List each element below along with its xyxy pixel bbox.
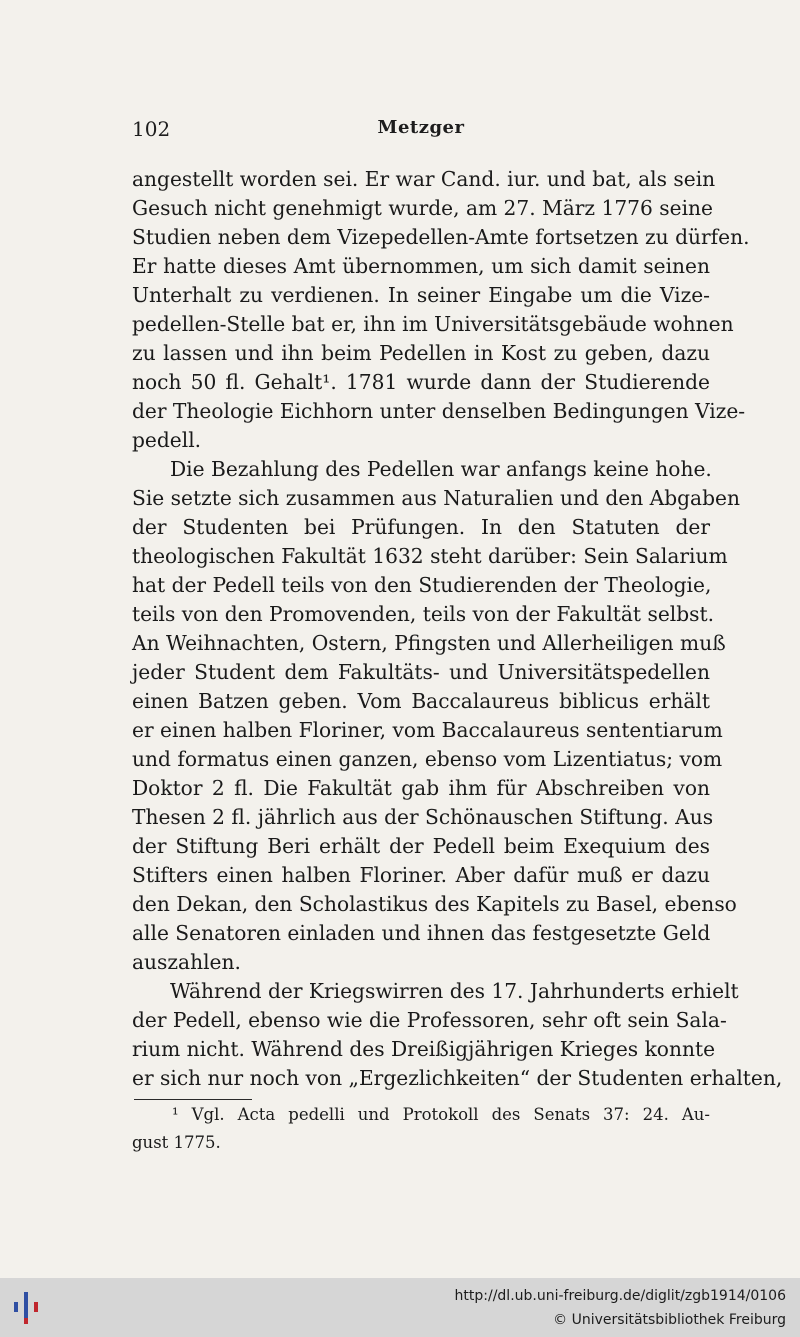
text-line: er sich nur noch von „Ergezlichkeiten“ der Studenten erhalten, (132, 1066, 783, 1090)
text-line: der Stiftung Beri erhält der Pedell beim Exequium des (132, 834, 710, 858)
text-line: jeder Student dem Fakultäts- und Universitätspedellen (132, 660, 710, 684)
text-line: Er hatte dieses Amt übernommen, um sich damit seinen (132, 254, 710, 278)
text-line: theologischen Fakultät 1632 steht darüber: Sein Salarium (132, 544, 728, 568)
text-line: und formatus einen ganzen, ebenso vom Lizentiatus; vom (132, 747, 723, 771)
logo-bar-blue-left (14, 1302, 18, 1312)
text-line: der Studenten bei Prüfungen. In den Statuten der (132, 515, 710, 539)
footnote-line: gust 1775. (132, 1133, 221, 1152)
paragraph-start-line: Die Bezahlung des Pedellen war anfangs keine hohe. (170, 457, 712, 481)
text-line: pedellen-Stelle bat er, ihn im Universitätsgebäude wohnen (132, 312, 734, 336)
body-text (132, 165, 783, 1093)
text-line: angestellt worden sei. Er war Cand. iur. und bat, als sein (132, 167, 716, 191)
text-line: Doktor 2 fl. Die Fakultät gab ihm für Abschreiben von (132, 776, 710, 800)
copyright-notice: © Universitätsbibliothek Freiburg (553, 1312, 786, 1328)
text-line: noch 50 fl. Gehalt¹. 1781 wurde dann der Studierende (132, 370, 710, 394)
logo-bar-blue-center (24, 1292, 28, 1322)
text-line: er einen halben Floriner, vom Baccalaureus sententiarum (132, 718, 723, 742)
permalink-url[interactable]: http://dl.ub.uni-freiburg.de/diglit/zgb1914/0106 (454, 1288, 786, 1304)
logo-bar-red-bottom (24, 1318, 28, 1324)
text-line: Gesuch nicht genehmigt wurde, am 27. März 1776 seine (132, 196, 713, 220)
text-line: den Dekan, den Scholastikus des Kapitels zu Basel, ebenso (132, 892, 737, 916)
logo-bar-red-right (34, 1302, 38, 1312)
text-line: auszahlen. (132, 950, 241, 974)
text-line: Sie setzte sich zusammen aus Naturalien und den Abgaben (132, 486, 740, 510)
running-title: Metzger (377, 117, 465, 138)
footnote-line: ¹ Vgl. Acta pedelli und Protokoll des Senats 37: 24. Au- (172, 1105, 710, 1124)
text-line: der Theologie Eichhorn unter denselben Bedingungen Vize- (132, 399, 746, 423)
footnote-separator (134, 1099, 252, 1100)
text-line: Studien neben dem Vizepedellen-Amte fortsetzen zu dürfen. (132, 225, 750, 249)
text-line: einen Batzen geben. Vom Baccalaureus biblicus erhält (132, 689, 710, 713)
text-line: An Weihnachten, Ostern, Pfingsten und Allerheiligen muß (132, 631, 726, 655)
viewer-footer (0, 1278, 800, 1337)
text-line: Unterhalt zu verdienen. In seiner Eingabe um die Vize- (132, 283, 710, 307)
paragraph-start-line: Während der Kriegswirren des 17. Jahrhunderts erhielt (170, 979, 739, 1003)
text-line: alle Senatoren einladen und ihnen das festgesetzte Geld (132, 921, 711, 945)
running-head (132, 117, 710, 147)
text-line: rium nicht. Während des Dreißigjährigen Krieges konnte (132, 1037, 716, 1061)
text-line: pedell. (132, 428, 202, 452)
text-line: hat der Pedell teils von den Studierenden der Theologie, (132, 573, 712, 597)
footnotes (132, 1101, 710, 1157)
text-line: Stifters einen halben Floriner. Aber dafür muß er dazu (132, 863, 710, 887)
text-line: zu lassen und ihn beim Pedellen in Kost zu geben, dazu (132, 341, 710, 365)
page-number: 102 (132, 117, 171, 141)
text-line: teils von den Promovenden, teils von der Fakultät selbst. (132, 602, 715, 626)
ub-freiburg-logo-icon[interactable] (12, 1290, 40, 1326)
text-line: Thesen 2 fl. jährlich aus der Schönauschen Stiftung. Aus (132, 805, 714, 829)
text-line: der Pedell, ebenso wie die Professoren, sehr oft sein Sala- (132, 1008, 727, 1032)
